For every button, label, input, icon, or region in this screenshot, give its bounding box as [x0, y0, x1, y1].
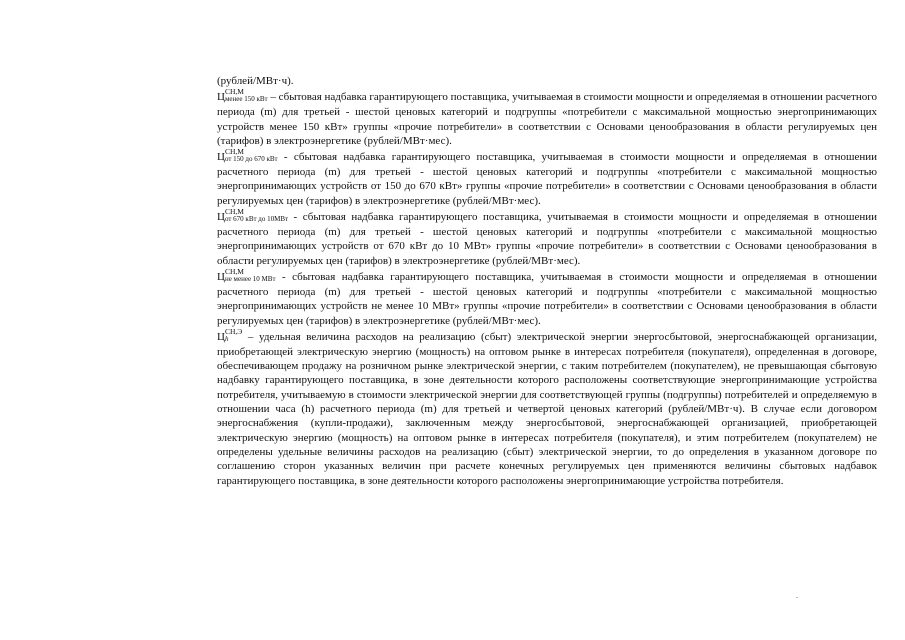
units-line: (рублей/МВт·ч). [217, 75, 294, 87]
symbol-base: Ц [217, 271, 225, 283]
symbol-subscript: менее 150 кВт [224, 95, 268, 104]
formula-symbol [217, 147, 278, 165]
symbol-subscript: h [224, 334, 229, 343]
definition-text: – сбытовая надбавка гарантирующего поставщика, учитываемая в стоимости мощности и определяемая в отношении расчетного периода (m) для третьей - шестой ценовых категорий и подгруппы «потребители с максимальной мощностью энергопринимающих устройств менее 150 кВт» группы «прочие потребители» в соответствии с Основами ценообразования в области регулируемых цен (тарифов) в электроэнергетике (рублей/МВт·мес). [217, 91, 877, 147]
formula-symbol [217, 207, 289, 225]
scan-speck [796, 597, 798, 598]
definition-paragraph-1 [217, 87, 877, 148]
definition-text: - сбытовая надбавка гарантирующего поставщика, учитываемая в стоимости мощности и определяемая в отношении расчетного периода (m) для третьей - шестой ценовых категорий и подгруппы «потребители с максимальной мощностью энергопринимающих устройств от 150 до 670 кВт» группы «прочие потребители» в соответствии с Основами ценообразования в области регулируемых цен (тарифов) в электроэнергетике (рублей/МВт·мес). [217, 151, 877, 207]
symbol-superscript: СН,М [224, 147, 244, 157]
definition-paragraph-4 [217, 266, 877, 328]
symbol-subscript: не менее 10 МВт [224, 274, 276, 283]
symbol-base: Ц [217, 330, 225, 343]
symbol-subscript: от 150 до 670 кВт [224, 155, 278, 164]
definition-text: - сбытовая надбавка гарантирующего поставщика, учитываемая в стоимости мощности и определяемая в отношении расчетного периода (m) для третьей - шестой ценовых категорий и подгруппы «потребители с максимальной мощностью энергопринимающих устройств от 670 кВт до 10 МВт» группы «прочие потребители» в соответствии с Основами ценообразования в области регулируемых цен (тарифов) в электроэнергетике (рублей/МВт·мес). [217, 211, 877, 267]
symbol-superscript: СН,М [224, 207, 244, 217]
definition-paragraph-2 [217, 147, 877, 208]
symbol-superscript: СН,Э [224, 326, 243, 336]
symbol-subscript: от 670 кВт до 10МВт [224, 215, 289, 224]
definition-paragraph-3 [217, 207, 877, 268]
formula-symbol [217, 266, 276, 285]
formula-symbol [217, 326, 243, 345]
definition-paragraph-5 [217, 326, 877, 488]
symbol-superscript: СН,М [224, 266, 244, 276]
definition-text: – удельная величина расходов на реализацию (сбыт) электрической энергии энергосбытовой, энергоснабжающей организации, приобретающей электрическую энергию (мощность) на оптовом рынке в интересах потребителя (покупателя), определенная в договоре, обеспечивающем продажу на розничном рынке электрической энергии, с таким потребителем (покупателем), не превышающая сбытовую надбавку гарантирующего поставщика, в зоне деятельности которого расположены соответствующие энергопринимающие устройства потребителя, учитываемую в стоимости электрической энергии для соответствующей группы (подгруппы) потребителей и определяемую в отношении часа (h) расчетного периода (m) для третьей и четвертой ценовых категорий (рублей/МВт·ч). В случае если договором энергоснабжения (купли-продажи), заключенным между энергосбытовой, энергоснабжающей организацией, приобретающей электрическую энергию (мощность) на оптовом рынке в интересах потребителя (покупателя), и этим потребителем (покупателем) не определены удельные величины расходов на реализацию (сбыт) электрической энергии, то до определения в указанном договоре по соглашению сторон указанных величин при расчете конечных регулируемых цен применяются величины сбытовых надбавок гарантирующего поставщика, в зоне деятельности которого расположены энергопринимающие устройства потребителя. [217, 330, 877, 487]
symbol-base: Ц [217, 91, 225, 104]
formula-symbol [217, 87, 268, 105]
symbol-base: Ц [217, 211, 225, 224]
definition-text: - сбытовая надбавка гарантирующего поставщика, учитываемая в стоимости мощности и определяемая в отношении расчетного периода (m) для третьей - шестой ценовых категорий и подгруппы «потребители с максимальной мощностью энергопринимающих устройств не менее 10 МВт» группы «прочие потребители» в соответствии с Основами ценообразования в области регулируемых цен (тарифов) в электроэнергетике (рублей/МВт·мес). [217, 271, 877, 327]
document-page [217, 74, 877, 488]
symbol-superscript: СН,М [224, 87, 244, 97]
symbol-base: Ц [217, 151, 225, 164]
